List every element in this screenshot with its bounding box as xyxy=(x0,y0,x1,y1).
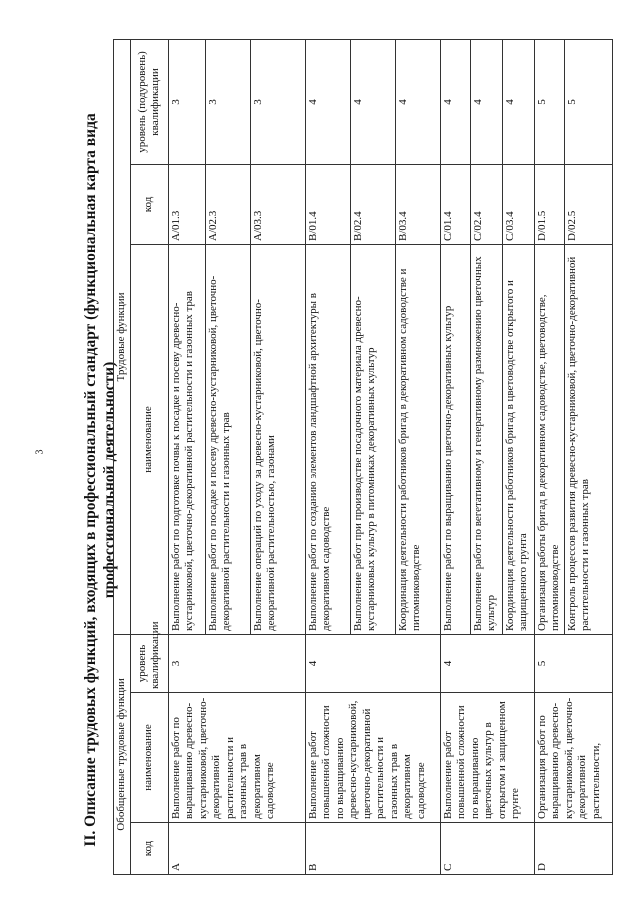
function-code: A/02.3 xyxy=(205,164,250,244)
group-name: Организация работ по выращиванию древесно-кустарниковой, цветочно-декоративной растительности, xyxy=(534,693,612,823)
heading-line-1: II. Описание трудовых функций, входящих в профессиональный стандарт (функциональная карта вида xyxy=(82,113,99,847)
function-code: B/02.4 xyxy=(350,164,395,244)
function-code: C/03.4 xyxy=(502,164,534,244)
group-name: Выполнение работ повышенной сложности по выращиванию цветочных культур в открытом и защищенном грунте xyxy=(440,693,534,823)
group-code: B xyxy=(305,823,440,875)
group-code: C xyxy=(440,823,534,875)
group-level: 4 xyxy=(440,634,534,692)
function-name: Выполнение работ по посадке и посеву древесно-кустарниковой, цветочно-декоративной растительности и газонных трав xyxy=(205,244,250,634)
function-level: 4 xyxy=(440,39,470,164)
tf-code-header: код xyxy=(130,164,168,244)
function-name: Организация работы бригад в декоративном садоводстве, цветоводстве, питомниководстве xyxy=(534,244,564,634)
function-level: 3 xyxy=(168,39,205,164)
function-code: A/03.3 xyxy=(250,164,305,244)
function-code: B/03.4 xyxy=(395,164,440,244)
function-level: 5 xyxy=(564,39,612,164)
code-header: код xyxy=(130,823,168,875)
group-level: 5 xyxy=(534,634,612,692)
function-level: 4 xyxy=(502,39,534,164)
group-level: 3 xyxy=(168,634,305,692)
function-code: D/01.5 xyxy=(534,164,564,244)
generalized-functions-header: Обобщенные трудовые функции xyxy=(114,634,131,874)
function-name: Выполнение работ по подготовке почвы к посадке и посеву древесно-кустарниковой, цветочно-декоративной растительности и газонных трав xyxy=(168,244,205,634)
group-name: Выполнение работ повышенной сложности по выращиванию древесно-кустарниковой, цветочно-декоративной растительности и газонных трав в декоративном садоводстве xyxy=(305,693,440,823)
function-name: Выполнение работ по созданию элементов ландшафтной архитектуры в декоративном садоводстве xyxy=(305,244,350,634)
page-number: 3 xyxy=(34,449,46,455)
function-code: B/01.4 xyxy=(305,164,350,244)
function-level: 4 xyxy=(470,39,502,164)
function-code: D/02.5 xyxy=(564,164,612,244)
functional-map-table xyxy=(113,39,613,875)
table-row xyxy=(440,39,470,874)
function-level: 4 xyxy=(305,39,350,164)
tf-level-header: уровень (подуровень) квалификации xyxy=(130,39,168,164)
function-name: Выполнение работ по вегетативному и генеративному размножению цветочных культур xyxy=(470,244,502,634)
rotated-table-container xyxy=(113,40,630,875)
function-name: Выполнение операций по уходу за древесно-кустарниковой, цветочно-декоративной растительностью, газонами xyxy=(250,244,305,634)
function-name: Контроль процессов развития древесно-кустарниковой, цветочно-декоративной растительности и газонных трав xyxy=(564,244,612,634)
function-code: A/01.3 xyxy=(168,164,205,244)
labor-functions-header: Трудовые функции xyxy=(114,39,131,634)
function-level: 5 xyxy=(534,39,564,164)
group-code: D xyxy=(534,823,612,875)
tf-name-header: наименование xyxy=(130,244,168,634)
group-code: A xyxy=(168,823,305,875)
function-code: C/02.4 xyxy=(470,164,502,244)
function-level: 4 xyxy=(350,39,395,164)
table-row xyxy=(168,39,205,874)
function-code: C/01.4 xyxy=(440,164,470,244)
group-name: Выполнение работ по выращиванию древесно-кустарниковой, цветочно-декоративной растительности и газонных трав в декоративном садоводстве xyxy=(168,693,305,823)
function-name: Координация деятельности работников бригад в цветоводстве открытого и защищенного грунта xyxy=(502,244,534,634)
level-header: уровень квалификации xyxy=(130,634,168,692)
function-level: 4 xyxy=(395,39,440,164)
function-name: Координация деятельности работников бригад в декоративном садоводстве и питомниководстве xyxy=(395,244,440,634)
function-level: 3 xyxy=(250,39,305,164)
table-row xyxy=(534,39,564,874)
table-row xyxy=(305,39,350,874)
name-header: наименование xyxy=(130,693,168,823)
function-level: 3 xyxy=(205,39,250,164)
group-level: 4 xyxy=(305,634,440,692)
function-name: Выполнение работ при производстве посадочного материала древесно-кустарниковых культур в питомниках декоративных культур xyxy=(350,244,395,634)
heading-line-2: профессиональной деятельности) xyxy=(101,361,118,599)
function-name: Выполнение работ по выращиванию цветочно-декоративных культур xyxy=(440,244,470,634)
